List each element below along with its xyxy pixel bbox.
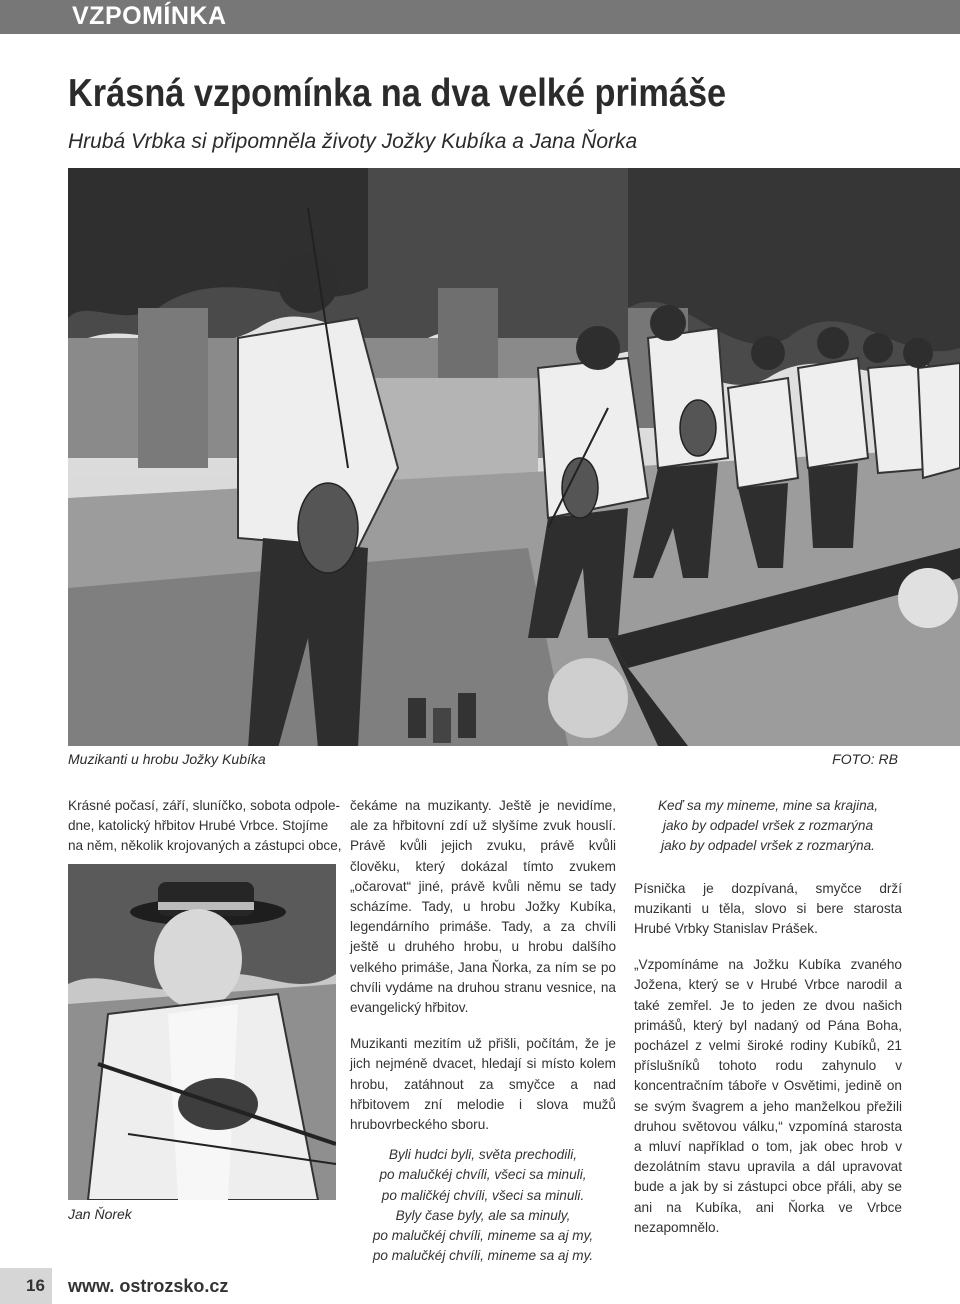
verse-line: po maličkéj chvíli, všeci sa minuli. <box>381 1187 585 1203</box>
column-1 <box>68 796 342 857</box>
verse-line: Byly čase byly, ale sa minuly, <box>395 1207 571 1223</box>
verse-line: Keď sa my mineme, mine sa krajina, <box>657 798 879 813</box>
verse-line: jako by odpadel vršek z rozmarýna <box>662 818 874 834</box>
page-number: 16 <box>26 1276 45 1295</box>
verse-line: po malučkéj chvíli, mineme sa aj my, <box>372 1228 594 1244</box>
website-link[interactable]: www. ostrozsko.cz <box>68 1276 229 1296</box>
portrait-photo <box>68 864 336 1200</box>
portrait-caption: Jan Ňorek <box>68 1206 132 1222</box>
paragraph: Písnička je dozpívaná, smyčce drží muzikanti u těla, slovo si bere starosta Hrubé Vrbky Stanislav Prášek. <box>634 880 902 937</box>
main-photo-caption: Muzikanti u hrobu Jožky Kubíka <box>68 751 266 767</box>
verse-line: po malučkéj chvíli, všeci sa minuli, <box>379 1167 587 1183</box>
paragraph: čekáme na muzikanty. Ještě je nevidíme, ale za hřbitovní zdí už slyšíme zvuk houslí. Právě kvůli jejich zvuku, právě kvůli člověku, který dokázal tímto zvukem „očarovat“ jiné, právě kvůli němu se tady scházíme. Tady, u hrobu Jožky Kubíka, legendárního primáše. Tady, a za chvíli ještě u druhého hrobu, u hrobu dalšího velkého primáše, Jana Ňorka, za ním se po chvíli vydáme na druhou stranu vesnice, na evangelický hřbitov. <box>350 798 616 1016</box>
photo-credit: FOTO: RB <box>832 751 898 767</box>
paragraph: Muzikanti mezitím už přišli, počítám, že je jich nejméně dvacet, hledají si místo kolem hrobu, zatáhnout za smyčce a nad hřbitovem zní melodie i slova mužů hrubovrbeckého sboru. <box>350 1036 616 1133</box>
verse-line: Byli hudci byli, světa prechodili, <box>388 1147 578 1163</box>
paragraph: „Vzpomínáme na Jožku Kubíka zvaného Jožena, který se v Hrubé Vrbce narodil a také zemřel. Je to jeden ze dvou našich primášů, který byl nadaný od Pána Boha, pocházel z velmi široké rodiny Kubíků, 21 příslušníků tohoto rodu zahynulo v koncentračním táboře v Osvětimi, jedině on se svým švagrem a jeho manželkou přežili druhou světovou válku,“ vzpomíná starosta a mluví například o tom, jak obec hrob v dezolátním stavu upravila a dál upravovat bude a jak by si zástupci obce přáli, aby se ani na Kubíka, ani Ňorka ve Vrbce nezapomnělo. <box>634 957 902 1235</box>
verse-line: jako by odpadel vršek z rozmarýna. <box>661 838 875 854</box>
main-photo <box>68 168 960 746</box>
article-subtitle: Hrubá Vrbka si připomněla životy Jožky Kubíka a Jana Ňorka <box>68 130 638 153</box>
column-3 <box>634 796 902 1254</box>
intro-line: dne, katolický hřbitov Hrubé Vrbce. Stojíme <box>68 818 329 834</box>
intro-line: na něm, několik krojovaných a zástupci obce, <box>68 838 342 854</box>
article-title: Krásná vzpomínka na dva velké primáše <box>68 72 727 115</box>
section-label: VZPOMÍNKA <box>72 2 227 30</box>
intro-line: Krásné počasí, září, sluníčko, sobota odpole- <box>68 798 341 813</box>
verse-line: po malučkéj chvíli, mineme sa aj my. <box>372 1248 594 1264</box>
column-2 <box>350 796 616 1266</box>
